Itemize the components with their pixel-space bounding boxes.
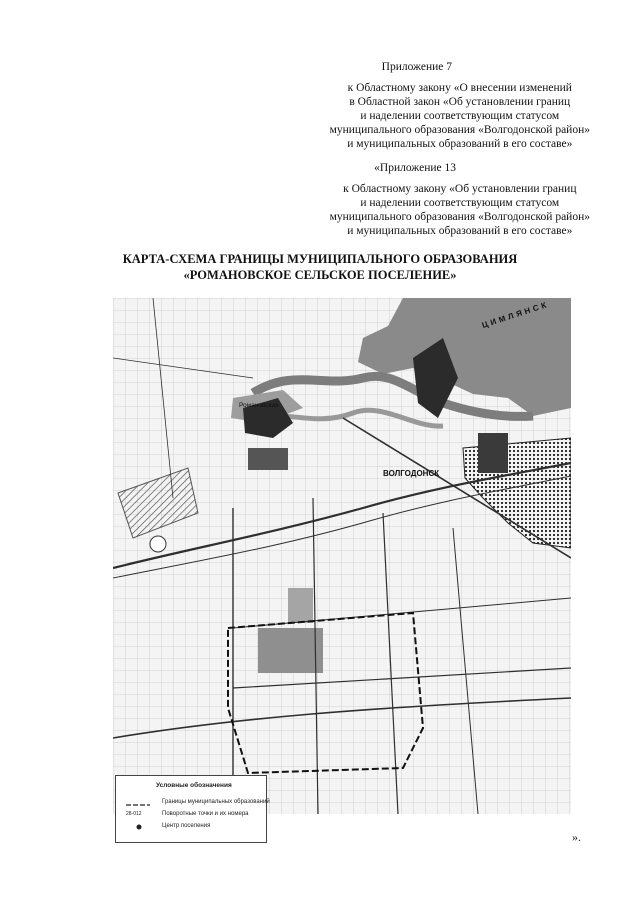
appendix-13-line: к Областному закону «Об установлении границ [343,183,577,195]
appendix-13-title: «Приложение 13 [374,162,456,174]
legend-item-center [120,823,264,833]
city-label: ВОЛГОДОНСК [383,469,440,478]
turning-point-icon: 28-012 [126,811,142,817]
field-shaded [288,588,313,623]
map-title-line: «РОМАНОВСКОЕ СЕЛЬСКОЕ ПОСЕЛЕНИЕ» [183,268,457,282]
map-title [0,251,640,283]
settlement-block [248,448,288,470]
center-dot-icon [126,824,150,830]
legend-label: Поворотные точки и их номера [162,811,249,817]
settlement-center-icon [150,536,166,552]
appendix-13-line: и муниципальных образований в его составе» [347,225,573,237]
appendix-7-line: муниципального образования «Волгодонской район» [329,124,590,136]
village-label: Романовская [239,402,279,409]
legend-item-turning-point [120,811,264,821]
appendix-13-line: муниципального образования «Волгодонской район» [329,211,590,223]
boundary-line-icon [126,803,150,807]
appendix-7-line: и муниципальных образований в его составе» [347,138,573,150]
legend-title: Условные обозначения [156,782,232,789]
closing-quote: ». [572,830,581,844]
appendix-13-line: и наделении соответствующим статусом [360,197,560,209]
appendix-7-line: в Областной закон «Об установлении границ [349,96,571,108]
boundary-map [113,298,571,814]
map-title-line: КАРТА-СХЕМА ГРАНИЦЫ МУНИЦИПАЛЬНОГО ОБРАЗОВАНИЯ [122,252,518,266]
legend-label: Центр поселения [162,823,211,829]
field-shaded [258,628,323,673]
appendix-7-title: Приложение 7 [381,61,452,73]
appendix-7-line: и наделении соответствующим статусом [360,110,560,122]
map-legend [115,775,270,843]
appendix-7-line: к Областному закону «О внесении изменений [347,82,572,94]
appendix-7-text [330,81,590,151]
appendix-13-text [330,182,590,238]
legend-item-boundary [120,799,270,809]
map-drawing [113,298,571,814]
legend-label: Границы муниципальных образований [162,799,270,805]
settlement-block [478,433,508,473]
reservoir-label: ЦИМЛЯНСК [480,299,551,330]
